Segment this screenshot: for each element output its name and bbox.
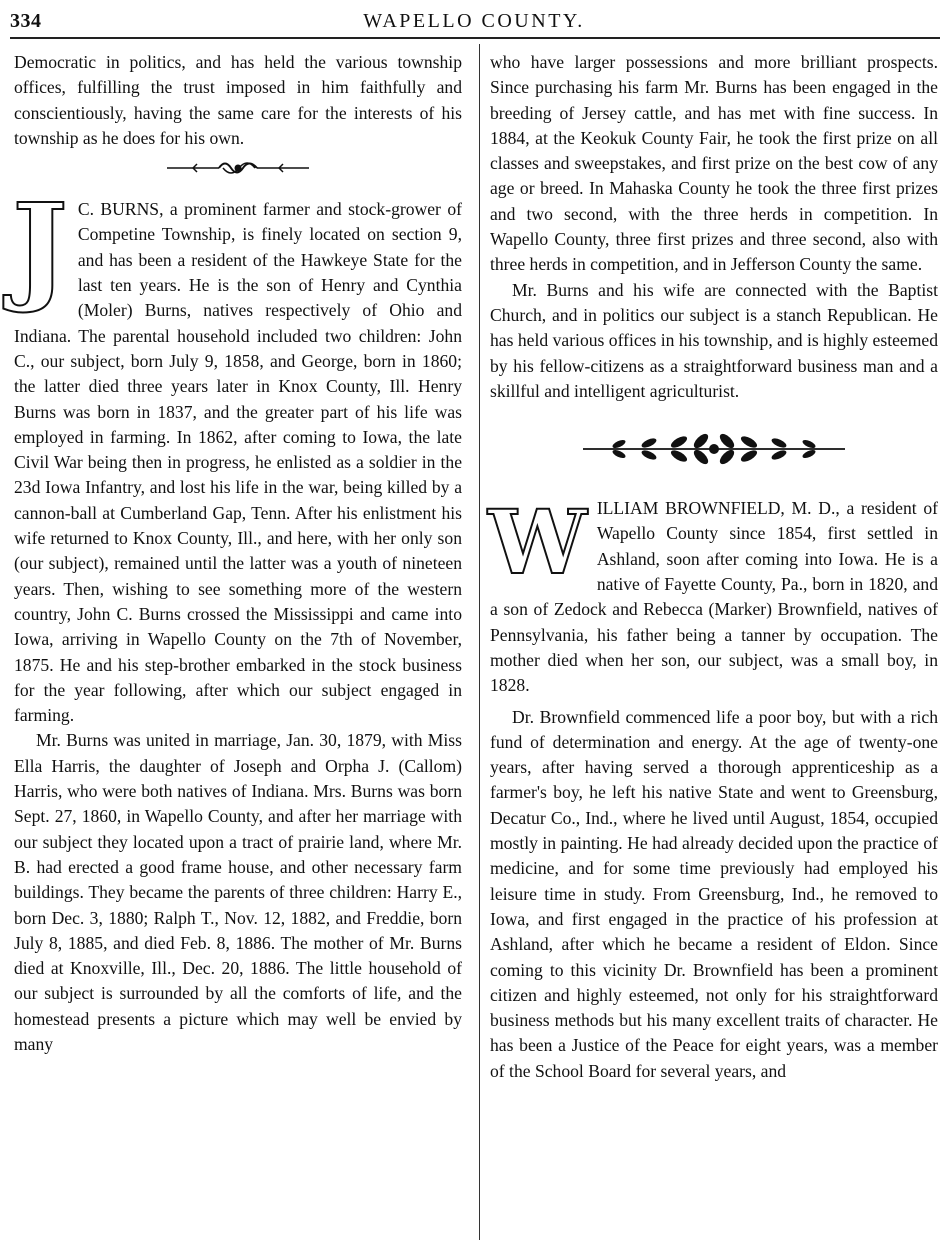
- right-column: [490, 50, 938, 1084]
- page-header: [10, 6, 938, 36]
- continued-paragraph: Democratic in politics, and has held the various township offices, fulfilling the trust imposed in him faithfully and conscientiously, having the same care for the interests of his township as he does for his own.: [14, 52, 462, 148]
- burns-biography: [12, 177, 462, 1057]
- column-divider: [479, 44, 480, 1240]
- brownfield-biography: [488, 490, 938, 1084]
- burns-paragraph-2: Mr. Burns was united in marriage, Jan. 30, 1879, with Miss Ella Harris, the daughter of Joseph and Orpha J. (Callom) Harris, who were both natives of Indiana. Mrs. Burns was born Sept. 27, 1860, in Wapello County, and after her marriage with our subject they located upon a tract of prairie land, where Mr. B. had erected a good frame house, and other necessary farm buildings. They became the parents of three children: Harry E., born Dec. 3, 1880; Ralph T., Nov. 12, 1882, and Freddie, born July 8, 1885, and died Feb. 8, 1886. The mother of Mr. Burns died at Knoxville, Ill., Dec. 20, 1886. The little household of our subject is surrounded by all the comforts of life, and the homestead presents a picture which may well be envied by many: [14, 730, 462, 1054]
- left-column: [14, 50, 462, 1057]
- running-head: WAPELLO COUNTY.: [363, 10, 585, 32]
- brownfield-paragraph-1: ILLIAM BROWNFIELD, M. D., a resident of Wapello County since 1854, first settled in Ashland, soon after coming into Iowa. He is a native of Fayette County, Pa., born in 1820, and a son of Zedock and Rebecca (Marker) Brownfield, natives of Pennsylvania, his father being a tanner by occupation. The mother died when her son, our subject, was a small boy, in 1828.: [490, 498, 938, 696]
- brownfield-paragraph-2: Dr. Brownfield commenced life a poor boy, but with a rich fund of determination and energy. At the age of twenty-one years, after having served a thorough apprenticeship as a farmer's boy, he left his native State and went to Greensburg, Decatur Co., Ind., where he lived until August, 1854, occupied mostly in painting. He had already decided upon the practice of medicine, and for some time previously had employed his leisure time in study. From Greensburg, Ind., he removed to Iowa, and first engaged in the practice of his profession at Ashland, after which he became a resident of Eldon. Since coming to this vicinity Dr. Brownfield has been a prominent citizen and highly esteemed, not only for his straightforward business methods but his many excellent traits of character. He has been a Justice of the Peace for eight years, was a member of the School Board for several years, and: [490, 706, 938, 1081]
- dropcap-j: J: [12, 177, 68, 317]
- dropcap-w: W: [488, 490, 587, 595]
- burns-paragraph-1: C. BURNS, a prominent farmer and stock-grower of Competine Township, is finely located on section 9, and has been a resident of the Hawkeye State for the last ten years. He is the son of Henry and Cynthia (Moler) Burns, natives respectively of Ohio and Indiana. The parental household included two children: John C., our subject, born July 9, 1858, and George, born in 1860; the latter died three years later in Knox County, Ill. Henry Burns was born in 1837, and the greater part of his life was employed in farming. In 1862, after coming to Iowa, the late Civil War being then in progress, he enlisted as a soldier in the 23d Iowa Infantry, and lost his life in the war, being killed by a cannon-ball at Cumberland Gap, Tenn. After his enlistment his wife returned to Knox County, Ill., and here, with her only son (our subject), remained until the latter was a youth of nineteen years. Then, wishing to see something more of the western country, John C. Burns crossed the Mississippi and came into Iowa, arriving in Wapello County on the 7th of November, 1875. He and his step-brother embarked in the stock business for the year following, after which our subject engaged in farming.: [14, 199, 462, 726]
- header-rule: [10, 37, 940, 39]
- page-number: 334: [10, 10, 42, 32]
- burns-continued-paragraph-2: Mr. Burns and his wife are connected with the Baptist Church, and in politics our subject is a stanch Republican. He has held various offices in his township, and is highly esteemed by his fellow-citizens as a straightforward business man and a skillful and intelligent agriculturist.: [490, 279, 938, 401]
- small-scroll-ornament-icon: [163, 157, 313, 179]
- burns-continued-paragraph-1: who have larger possessions and more brilliant prospects. Since purchasing his farm Mr. Burns has been engaged in the breeding of Jersey cattle, and has met with fine success. In 1884, at the Keokuk County Fair, he took the first prize on all classes and sweepstakes, and first prize on the best cow of any age or breed. In Mahaska County he took the three first prizes and two second, with the three herds in competition. In Wapello County, three first prizes and three second, also with three herds in competition, and in Jefferson County the same.: [490, 52, 938, 275]
- leaf-vine-ornament-icon: [579, 432, 849, 466]
